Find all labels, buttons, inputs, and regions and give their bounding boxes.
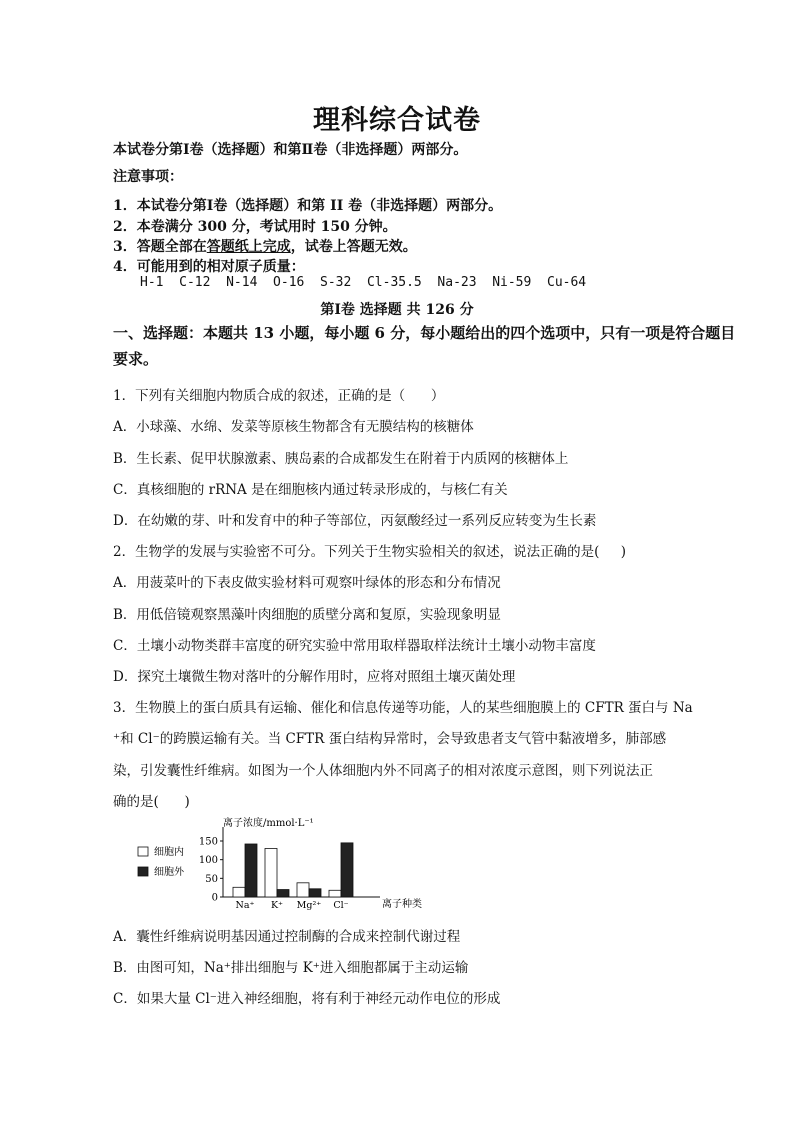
section-heading-line1: 一、选择题：本题共 13 小题，每小题 6 分，每小题给出的四个选项中，只有一项是符合题目 bbox=[113, 324, 736, 342]
page-title: 理科综合试卷 bbox=[313, 105, 481, 136]
q3-option-b: B．由图可知，Na⁺排出细胞与 K⁺进入细胞都属于主动运输 bbox=[113, 960, 469, 976]
bar-inside bbox=[329, 890, 341, 897]
bar-outside bbox=[341, 843, 353, 897]
y-tick-label: 150 bbox=[198, 836, 218, 848]
bar-inside bbox=[265, 848, 277, 897]
ion-concentration-chart bbox=[130, 815, 440, 915]
q2-option-a: A．用菠菜叶的下表皮做实验材料可观察叶绿体的形态和分布情况 bbox=[113, 575, 501, 591]
q3-stem-line2: ⁺和 Cl⁻的跨膜运输有关。当 CFTR 蛋白结构异常时，会导致患者支气管中黏液增多，肺部感 bbox=[113, 731, 667, 747]
q3-option-c: C．如果大量 Cl⁻进入神经细胞，将有利于神经元动作电位的形成 bbox=[113, 991, 501, 1007]
q3-option-a: A．囊性纤维病说明基因通过控制酶的合成来控制代谢过程 bbox=[113, 929, 461, 945]
notice-3-pre: 3．答题全部在 bbox=[113, 239, 207, 255]
y-tick-label: 50 bbox=[205, 873, 218, 885]
x-axis-label: 离子种类 bbox=[382, 899, 422, 910]
y-tick-label: 0 bbox=[211, 892, 218, 904]
x-tick-label: Cl⁻ bbox=[333, 900, 349, 911]
notice-heading: 注意事项： bbox=[113, 169, 183, 185]
section-heading-line2: 要求。 bbox=[113, 350, 159, 368]
exam-intro: 本试卷分第Ⅰ卷（选择题）和第Ⅱ卷（非选择题）两部分。 bbox=[113, 142, 468, 158]
q2-option-b: B．用低倍镜观察黑藻叶肉细胞的质壁分离和复原，实验现象明显 bbox=[113, 607, 501, 623]
q2-option-c: C．土壤小动物类群丰富度的研究实验中常用取样器取样法统计土壤小动物丰富度 bbox=[113, 638, 596, 654]
bar-outside bbox=[245, 844, 257, 897]
y-tick-label: 100 bbox=[198, 855, 218, 867]
chart-bars bbox=[233, 843, 353, 897]
bar-inside bbox=[297, 883, 309, 897]
notice-1: 1．本试卷分第Ⅰ卷（选择题）和第 II 卷（非选择题）两部分。 bbox=[113, 198, 503, 214]
q2-option-d: D．探究土壤微生物对落叶的分解作用时，应将对照组土壤灭菌处理 bbox=[113, 669, 516, 685]
notice-2: 2．本卷满分 300 分，考试用时 150 分钟。 bbox=[113, 219, 397, 235]
x-tick-label: K⁺ bbox=[270, 900, 284, 911]
q1-option-b: B．生长素、促甲状腺激素、胰岛素的合成都发生在附着于内质网的核糖体上 bbox=[113, 451, 569, 467]
notice-4: 4．可能用到的相对原子质量： bbox=[113, 259, 305, 275]
notice-3 bbox=[113, 236, 417, 256]
legend-label: 细胞外 bbox=[154, 867, 184, 878]
part-heading: 第Ⅰ卷 选择题 共 126 分 bbox=[320, 302, 474, 318]
chart-legend bbox=[138, 845, 185, 878]
q1-option-d: D．在幼嫩的芽、叶和发育中的种子等部位，丙氨酸经过一系列反应转变为生长素 bbox=[113, 513, 597, 529]
q2-stem: 2．生物学的发展与实验密不可分。下列关于生物实验相关的叙述，说法正确的是( ) bbox=[113, 544, 627, 560]
bar-outside bbox=[277, 890, 289, 897]
legend-swatch bbox=[138, 867, 148, 876]
q3-stem-line4: 确的是( ) bbox=[113, 794, 190, 810]
x-tick-label: Mg²⁺ bbox=[296, 900, 322, 911]
q1-option-c: C．真核细胞的 rRNA 是在细胞核内通过转录形成的，与核仁有关 bbox=[113, 482, 508, 498]
bar-inside bbox=[233, 887, 245, 897]
legend-label: 细胞内 bbox=[154, 847, 184, 858]
q3-stem-line1: 3．生物膜上的蛋白质具有运输、催化和信息传递等功能，人的某些细胞膜上的 CFTR 蛋白与 Na bbox=[113, 700, 693, 716]
y-axis-label: 离子浓度/mmol·L⁻¹ bbox=[223, 818, 314, 829]
notice-3-underlined: 答题纸上完成 bbox=[206, 239, 291, 255]
q1-option-a: A．小球藻、水绵、发菜等原核生物都含有无膜结构的核糖体 bbox=[113, 419, 474, 435]
x-tick-label: Na⁺ bbox=[235, 900, 255, 911]
notice-3-post: ，试卷上答题无效。 bbox=[290, 239, 417, 255]
atomic-masses: H-1 C-12 N-14 O-16 S-32 Cl-35.5 Na-23 Ni-59 Cu-64 bbox=[140, 275, 587, 290]
q3-stem-line3: 染，引发囊性纤维病。如图为一个人体细胞内外不同离子的相对浓度示意图，则下列说法正 bbox=[113, 763, 653, 779]
legend-swatch bbox=[138, 847, 148, 856]
bar-outside bbox=[309, 889, 321, 897]
q1-stem: 1．下列有关细胞内物质合成的叙述，正确的是（ ） bbox=[113, 388, 445, 404]
